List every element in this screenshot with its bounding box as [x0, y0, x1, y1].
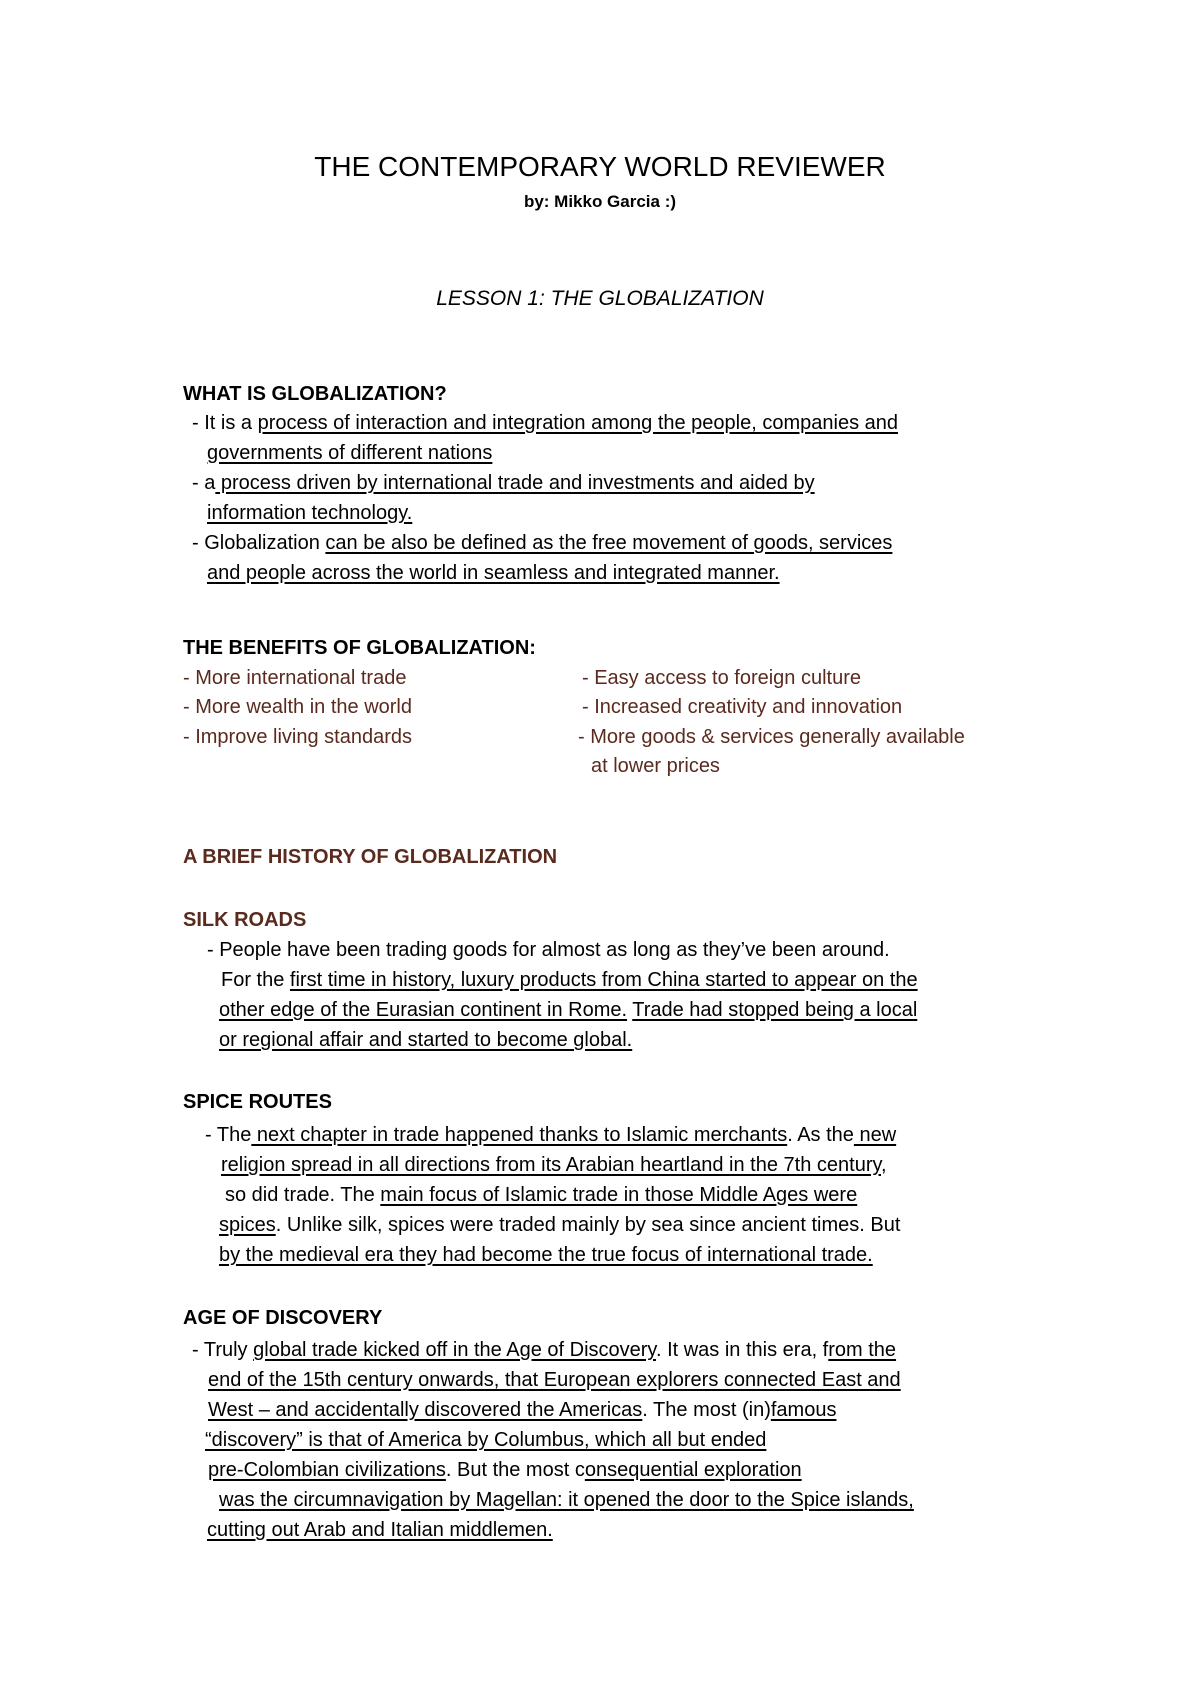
text-span: . The most (in) [642, 1399, 771, 1421]
spice-routes-heading: SPICE ROUTES [183, 1091, 332, 1113]
discovery-heading: AGE OF DISCOVERY [183, 1307, 383, 1329]
discovery-line-2: end of the 15th century onwards, that European explorers connected East and [208, 1369, 901, 1391]
silk-roads-heading: SILK ROADS [183, 909, 307, 931]
benefit-right-1: - Easy access to foreign culture [582, 667, 862, 689]
history-heading: A BRIEF HISTORY OF GLOBALIZATION [183, 846, 558, 868]
benefit-left-1: - More international trade [183, 667, 407, 689]
spice-line-1 [205, 1125, 896, 1145]
what-is-line-5 [192, 533, 892, 553]
underlined-text: main focus of Islamic trade in those Middle Ages were [380, 1184, 858, 1206]
silk-line-3 [219, 1000, 917, 1020]
underlined-text: global trade kicked off in the Age of Discovery [253, 1339, 656, 1361]
text-span: . Unlike silk, spices were traded mainly by sea since ancient times. But [275, 1214, 901, 1236]
text-span: - a [192, 472, 216, 494]
underlined-text: can be also be defined as the free movement of goods, services [325, 532, 893, 554]
document-title: THE CONTEMPORARY WORLD REVIEWER [314, 151, 886, 182]
what-is-line-3 [192, 473, 815, 493]
what-is-line-4: information technology. [207, 502, 413, 524]
underlined-text: new [853, 1124, 897, 1146]
benefit-right-2: - Increased creativity and innovation [582, 696, 903, 718]
discovery-line-5 [208, 1460, 802, 1480]
underlined-text: religion spread in all directions from its Arabian heartland in the 7th century [221, 1154, 881, 1176]
spice-line-4 [219, 1215, 900, 1235]
discovery-line-4: “discovery” is that of America by Columbus, which all but ended [205, 1429, 767, 1451]
author-byline: by: Mikko Garcia :) [523, 192, 677, 211]
underlined-text: onsequential exploration [584, 1459, 802, 1481]
underlined-text: spices [219, 1214, 276, 1236]
underlined-text: pre-Colombian civilizations [208, 1459, 446, 1481]
benefit-left-3: - Improve living standards [183, 726, 412, 748]
spice-line-3 [225, 1185, 857, 1205]
text-span: - The [205, 1124, 252, 1146]
text-span: . As the [787, 1124, 854, 1146]
text-span: - Globalization [192, 532, 326, 554]
underlined-text: first time in history, luxury products from China started to appear on the [289, 969, 918, 991]
text-span: . It was in this era, f [655, 1339, 829, 1361]
text-span: - Truly [192, 1339, 254, 1361]
benefit-right-3-cont: at lower prices [591, 755, 720, 777]
discovery-line-3 [208, 1400, 836, 1420]
underlined-text: Trade had stopped being a local [632, 999, 918, 1021]
discovery-line-6: was the circumnavigation by Magellan: it opened the door to the Spice islands, [219, 1489, 914, 1511]
benefit-left-2: - More wealth in the world [183, 696, 412, 718]
underlined-text: famous [770, 1399, 837, 1421]
text-span: . But the most c [445, 1459, 585, 1481]
underlined-text: next chapter in trade happened thanks to Islamic merchants [251, 1124, 788, 1146]
silk-line-2 [221, 970, 918, 990]
underlined-text: other edge of the Eurasian continent in Rome. [219, 999, 628, 1021]
underlined-text: rom the [828, 1339, 897, 1361]
benefits-heading: THE BENEFITS OF GLOBALIZATION: [183, 637, 536, 659]
underlined-text: West – and accidentally discovered the Americas [208, 1399, 643, 1421]
what-is-line-1 [192, 413, 898, 433]
what-is-line-2: governments of different nations [207, 442, 493, 464]
text-span: so did trade. The [225, 1184, 381, 1206]
spice-line-2 [221, 1155, 887, 1175]
text-span: , [881, 1154, 887, 1176]
underlined-text: process of interaction and integration among the people, companies and [257, 412, 898, 434]
spice-line-5: by the medieval era they had become the true focus of international trade. [219, 1244, 873, 1266]
underlined-text: process driven by international trade and investments and aided by [215, 472, 815, 494]
discovery-line-1 [192, 1340, 896, 1360]
text-span: For the [221, 969, 290, 991]
silk-line-4: or regional affair and started to become global. [219, 1029, 633, 1051]
benefit-right-3: - More goods & services generally available [578, 726, 965, 748]
silk-line-1: - People have been trading goods for almost as long as they’ve been around. [207, 939, 890, 961]
discovery-line-7: cutting out Arab and Italian middlemen. [207, 1519, 553, 1541]
lesson-title: LESSON 1: THE GLOBALIZATION [436, 287, 764, 310]
what-is-line-6: and people across the world in seamless and integrated manner. [207, 562, 780, 584]
text-span: - It is a [192, 412, 258, 434]
what-is-heading: WHAT IS GLOBALIZATION? [183, 383, 447, 405]
